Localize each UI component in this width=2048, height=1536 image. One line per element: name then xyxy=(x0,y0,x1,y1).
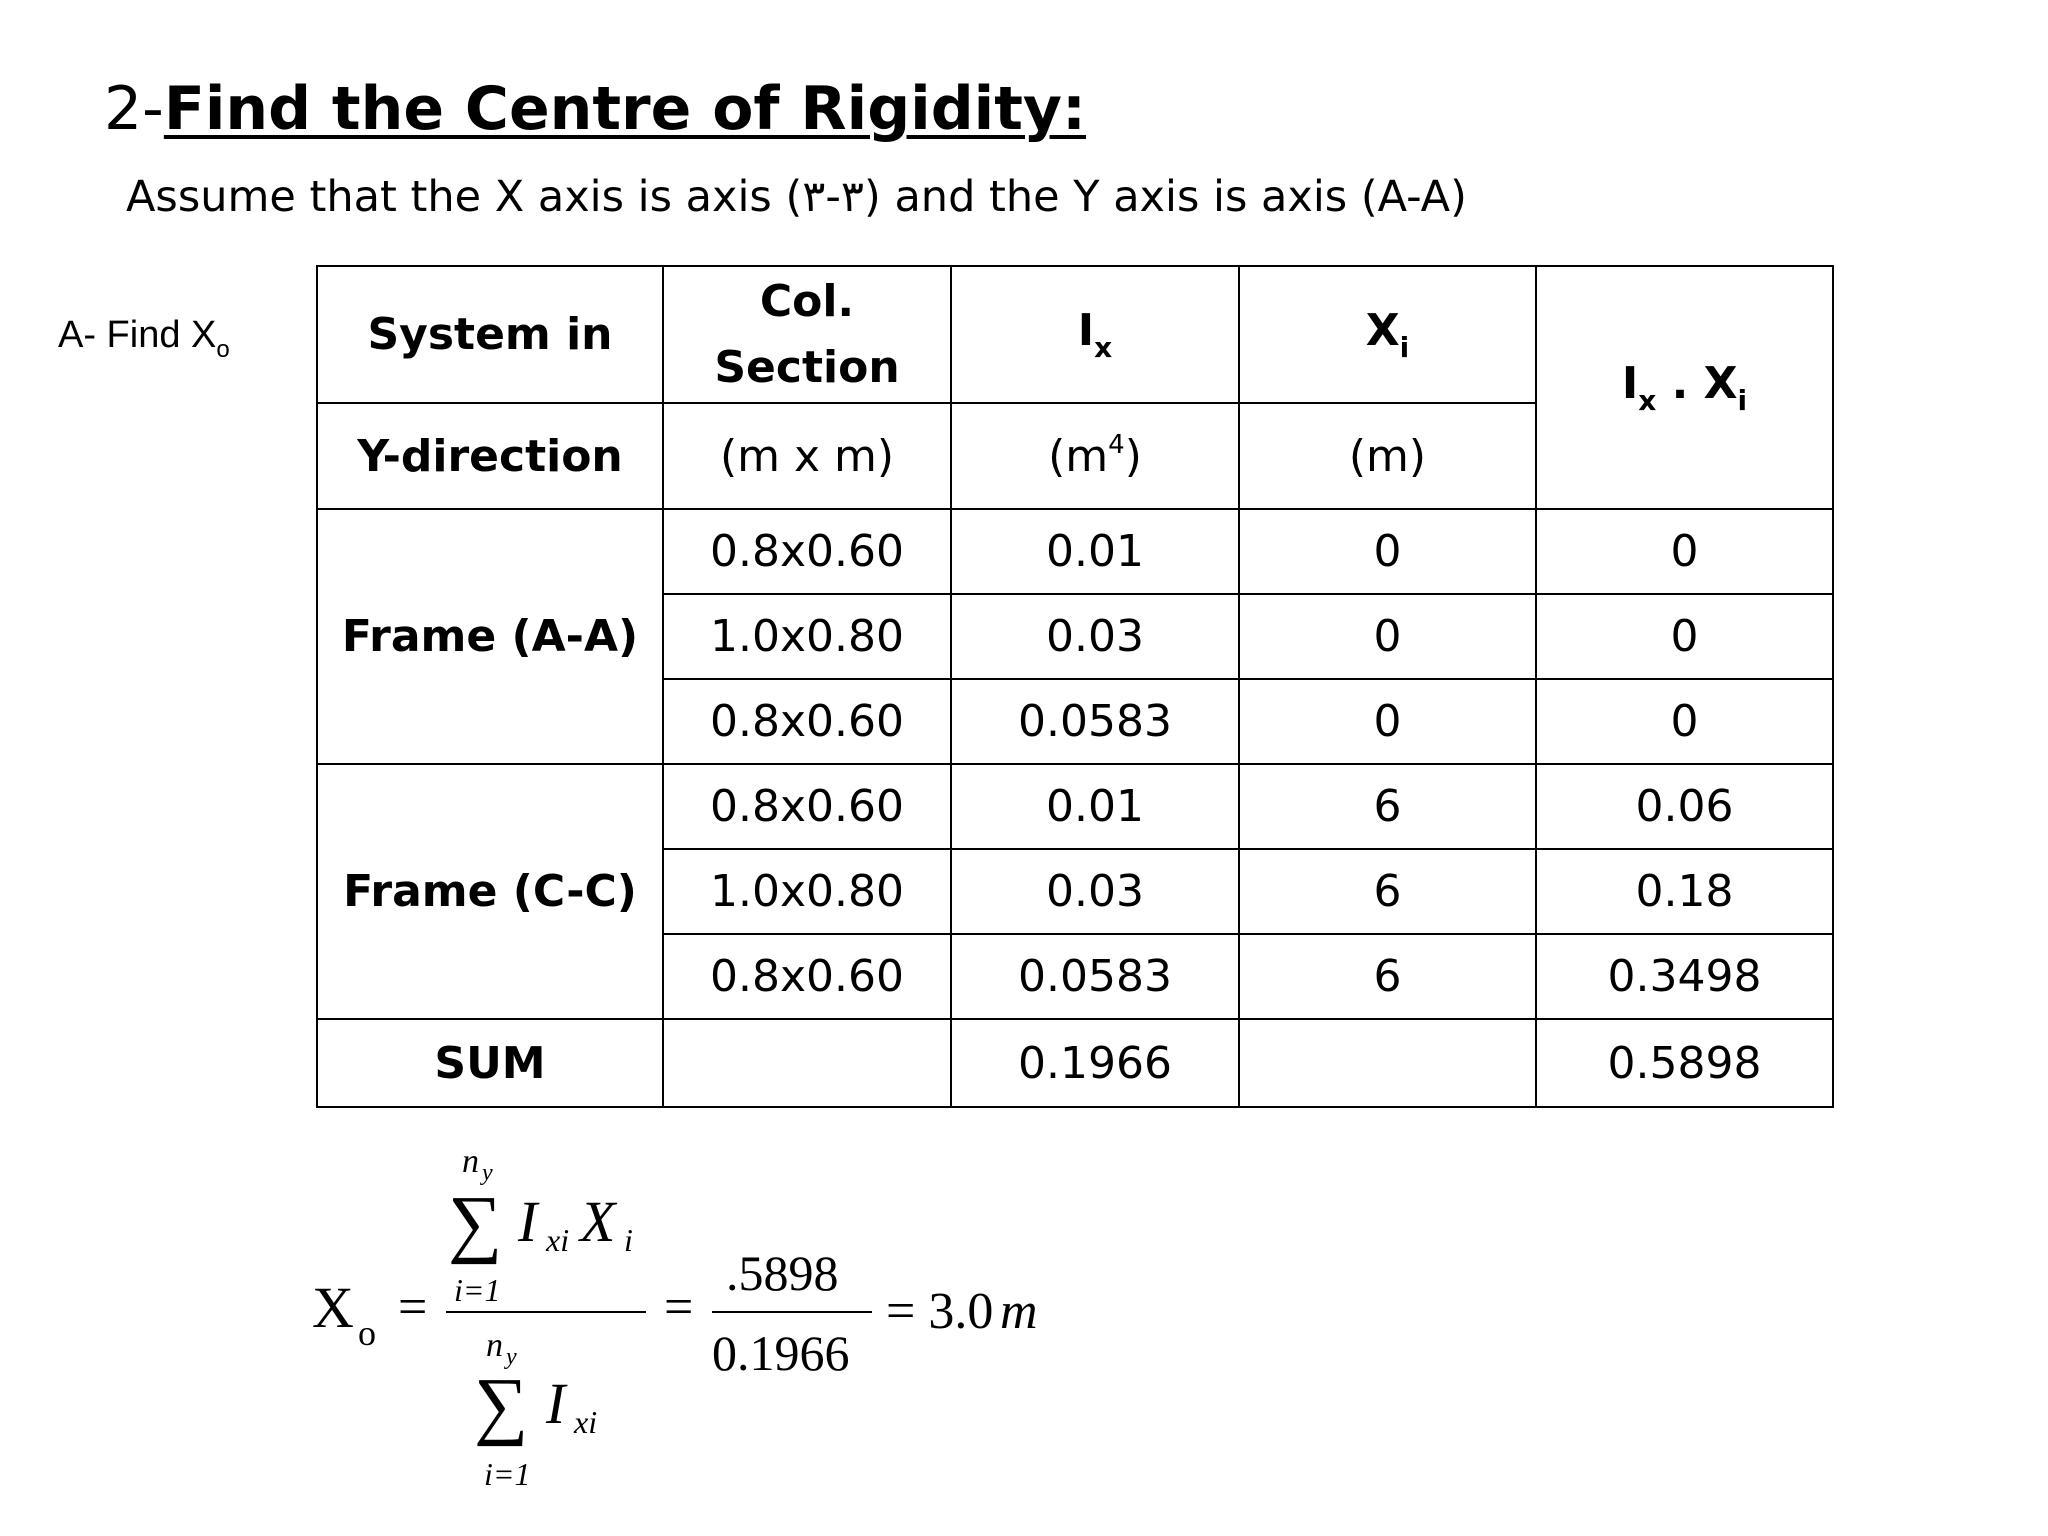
header-ix-sub: x xyxy=(1094,331,1113,364)
cell-xi: 0 xyxy=(1239,594,1536,679)
cell-xi: 0 xyxy=(1239,679,1536,764)
den-term-i-sub: xi xyxy=(574,1404,598,1440)
num-value: .5898 xyxy=(726,1245,839,1301)
cell-prod: 0 xyxy=(1536,679,1833,764)
num-term-i: I xyxy=(518,1189,538,1254)
header-ix-unit-close: ) xyxy=(1124,431,1142,482)
sum-row xyxy=(317,1019,1833,1107)
page-title xyxy=(104,74,1086,144)
header-xi xyxy=(1239,266,1536,403)
header-ix-unit-main: (m xyxy=(1048,431,1109,482)
cell-section: 1.0x0.80 xyxy=(663,594,951,679)
formula-eq-2: = xyxy=(664,1279,694,1336)
cell-xi: 6 xyxy=(1239,849,1536,934)
header-system-line2: Y-direction xyxy=(317,403,663,509)
den-sum-upper: n xyxy=(486,1327,503,1364)
frame-name: Frame (A-A) xyxy=(317,509,663,764)
cell-xi: 0 xyxy=(1239,509,1536,594)
cell-prod: 0.18 xyxy=(1536,849,1833,934)
num-term-i-sub: xi xyxy=(546,1222,570,1258)
frame-name: Frame (C-C) xyxy=(317,764,663,1019)
cell-xi: 6 xyxy=(1239,764,1536,849)
header-row-1 xyxy=(317,266,1833,403)
cell-section: 0.8x0.60 xyxy=(663,509,951,594)
sum-ix: 0.1966 xyxy=(951,1019,1239,1107)
header-col-section-line2: Section xyxy=(714,341,900,393)
formula-eq-1: = xyxy=(398,1279,428,1336)
cell-xi: 6 xyxy=(1239,934,1536,1019)
cell-section: 0.8x0.60 xyxy=(663,934,951,1019)
header-xi-unit: (m) xyxy=(1239,403,1536,509)
header-xi-sub: i xyxy=(1399,331,1410,364)
sum-prod: 0.5898 xyxy=(1536,1019,1833,1107)
sum-empty-xi xyxy=(1239,1019,1536,1107)
fraction-bar-2 xyxy=(712,1311,872,1313)
cell-prod: 0.3498 xyxy=(1536,934,1833,1019)
num-sum-upper-sub: y xyxy=(482,1160,493,1186)
header-product xyxy=(1536,266,1833,509)
den-sigma: ∑ xyxy=(474,1363,529,1447)
header-ix-main: I xyxy=(1077,305,1095,356)
header-prod-x: x xyxy=(1638,384,1657,417)
cell-ix: 0.01 xyxy=(951,764,1239,849)
header-ix-unit xyxy=(951,403,1239,509)
num-term-x: X xyxy=(580,1189,616,1254)
num-sum-lower: i=1 xyxy=(454,1272,501,1308)
cell-prod: 0 xyxy=(1536,509,1833,594)
cell-ix: 0.03 xyxy=(951,594,1239,679)
title-main: Find the Centre of Rigidity: xyxy=(163,74,1087,144)
cell-ix: 0.03 xyxy=(951,849,1239,934)
cell-section: 0.8x0.60 xyxy=(663,679,951,764)
title-prefix: 2- xyxy=(104,74,164,144)
table-row xyxy=(317,764,1833,849)
den-sum-lower: i=1 xyxy=(484,1456,531,1492)
formula-lhs-sub: o xyxy=(358,1313,376,1353)
header-prod-i: I xyxy=(1621,358,1639,409)
header-ix-unit-sup: 4 xyxy=(1108,430,1125,460)
header-col-section-line1: Col. xyxy=(759,275,855,327)
fraction-bar-1 xyxy=(446,1311,646,1313)
cell-prod: 0.06 xyxy=(1536,764,1833,849)
table-row xyxy=(317,509,1833,594)
cell-ix: 0.01 xyxy=(951,509,1239,594)
den-sum-upper-sub: y xyxy=(506,1344,517,1370)
header-ix xyxy=(951,266,1239,403)
den-term-i: I xyxy=(546,1371,566,1436)
cell-ix: 0.0583 xyxy=(951,934,1239,1019)
cell-ix: 0.0583 xyxy=(951,679,1239,764)
cell-section: 0.8x0.60 xyxy=(663,764,951,849)
den-value: 0.1966 xyxy=(712,1325,850,1381)
cell-prod: 0 xyxy=(1536,594,1833,679)
subtitle: Assume that the X axis is axis (٣-٣) and the Y axis is axis (A-A) xyxy=(126,172,1467,222)
section-label-text: A- Find X xyxy=(58,314,217,356)
num-sigma: ∑ xyxy=(448,1181,503,1265)
result-unit: m xyxy=(1000,1283,1038,1340)
sum-empty-section xyxy=(663,1019,951,1107)
header-xi-main: X xyxy=(1365,305,1400,356)
header-prod-dot: . X xyxy=(1656,358,1738,409)
header-col-section xyxy=(663,266,951,403)
header-prod-i2: i xyxy=(1737,384,1748,417)
cell-section: 1.0x0.80 xyxy=(663,849,951,934)
formula-lhs: X xyxy=(312,1275,354,1340)
sum-label: SUM xyxy=(317,1019,663,1107)
section-label xyxy=(58,314,230,364)
num-term-x-sub: i xyxy=(624,1222,633,1258)
num-sum-upper: n xyxy=(462,1143,479,1180)
header-system-line1: System in xyxy=(317,266,663,403)
section-label-subscript: o xyxy=(216,336,230,363)
rigidity-table xyxy=(316,265,1834,1108)
header-section-unit: (m x m) xyxy=(663,403,951,509)
result-prefix: = 3.0 xyxy=(886,1283,994,1340)
